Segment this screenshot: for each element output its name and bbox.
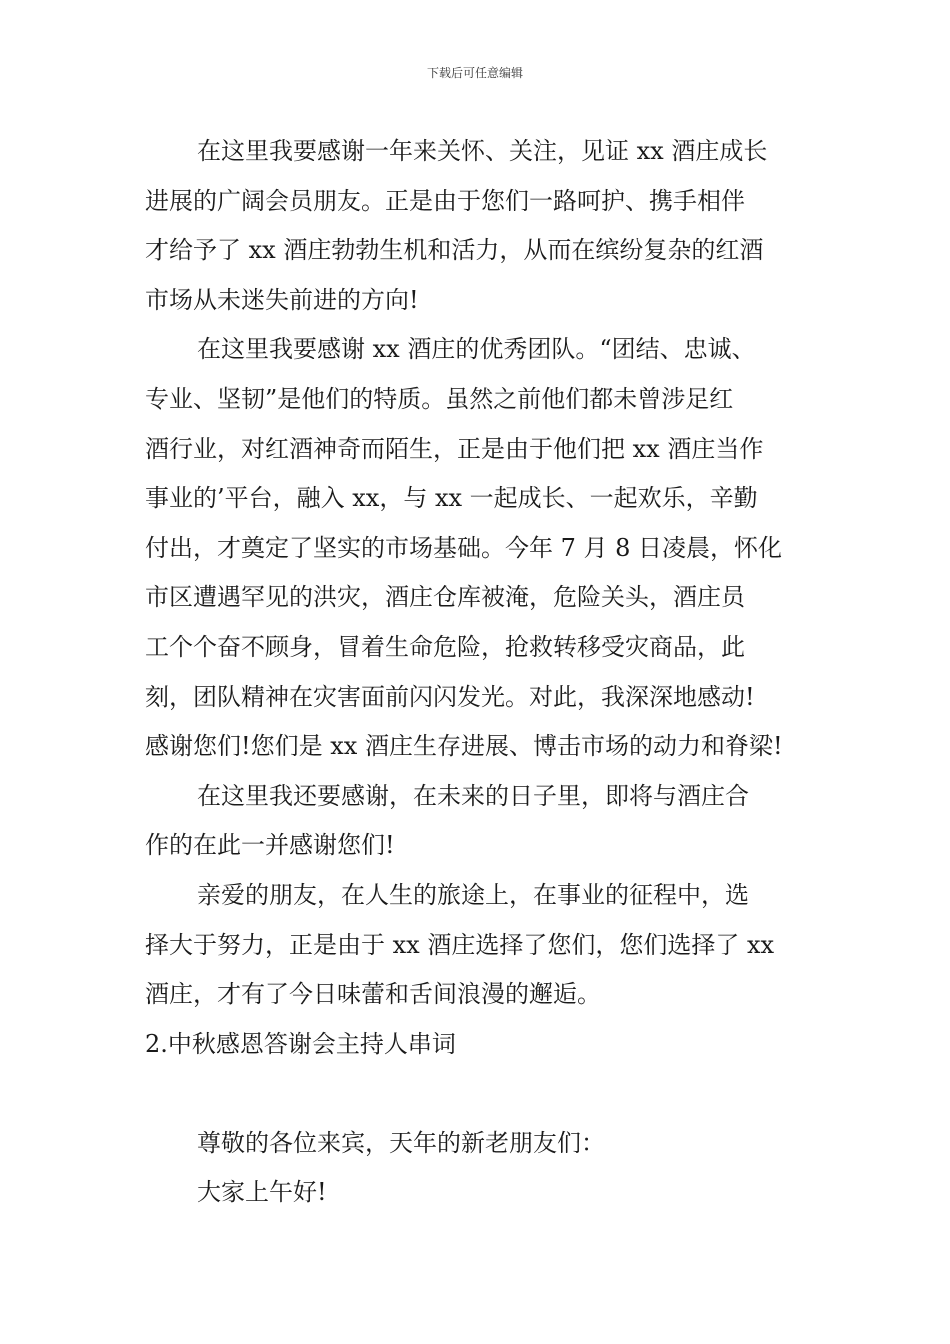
paragraph-line: 在这里我要感谢一年来关怀、关注，见证 xx 酒庄成长 <box>197 137 768 165</box>
opening-line: 大家上午好! <box>197 1178 327 1207</box>
paragraph-line: 酒行业，对红酒神奇而陌生，正是由于他们把 xx 酒庄当作 <box>145 434 764 463</box>
paragraph-line: 市区遭遇罕见的洪灾，酒庄仓库被淹，危险关头，酒庄员 <box>145 583 745 612</box>
paragraph-line: 在这里我还要感谢，在未来的日子里，即将与酒庄合 <box>197 781 749 810</box>
paragraph-line: 亲爱的朋友，在人生的旅途上，在事业的征程中，选 <box>197 880 749 909</box>
paragraph-line: 在这里我要感谢 xx 酒庄的优秀团队。“团结、忠诚、 <box>197 335 756 364</box>
greeting-line: 尊敬的各位来宾，天年的新老朋友们： <box>197 1128 605 1157</box>
paragraph-line: 进展的广阔会员朋友。正是由于您们一路呵护、携手相伴 <box>145 186 745 215</box>
paragraph-line: 才给予了 xx 酒庄勃勃生机和活力，从而在缤纷复杂的红酒 <box>145 236 764 265</box>
paragraph-line: 感谢您们!您们是 xx 酒庄生存进展、博击市场的动力和脊梁! <box>145 732 783 761</box>
paragraph-line: 酒庄，才有了今日味蕾和舌间浪漫的邂逅。 <box>145 980 601 1009</box>
blank-line <box>145 1069 810 1119</box>
paragraph-line: 付出，才奠定了坚实的市场基础。今年 7 月 8 日凌晨，怀化 <box>145 533 783 562</box>
paragraph-line: 工个个奋不顾身，冒着生命危险，抢救转移受灾商品，此 <box>145 632 745 661</box>
paragraph-line: 市场从未迷失前进的方向! <box>145 285 419 314</box>
paragraph-line: 事业的’平台，融入 xx，与 xx 一起成长、一起欢乐，辛勤 <box>145 484 758 513</box>
paragraph-line: 择大于努力，正是由于 xx 酒庄选择了您们，您们选择了 xx <box>145 930 775 959</box>
paragraph-line: 作的在此一并感谢您们! <box>145 831 395 860</box>
document-body <box>145 127 810 1218</box>
section-title: 2.中秋感恩答谢会主持人串词 <box>145 1029 456 1058</box>
paragraph-line: 专业、坚韧”是他们的特质。虽然之前他们都未曾涉足红 <box>145 384 734 413</box>
page-header-note: 下载后可任意编辑 <box>426 66 523 80</box>
paragraph-line: 刻，团队精神在灾害面前闪闪发光。对此，我深深地感动! <box>145 682 755 711</box>
